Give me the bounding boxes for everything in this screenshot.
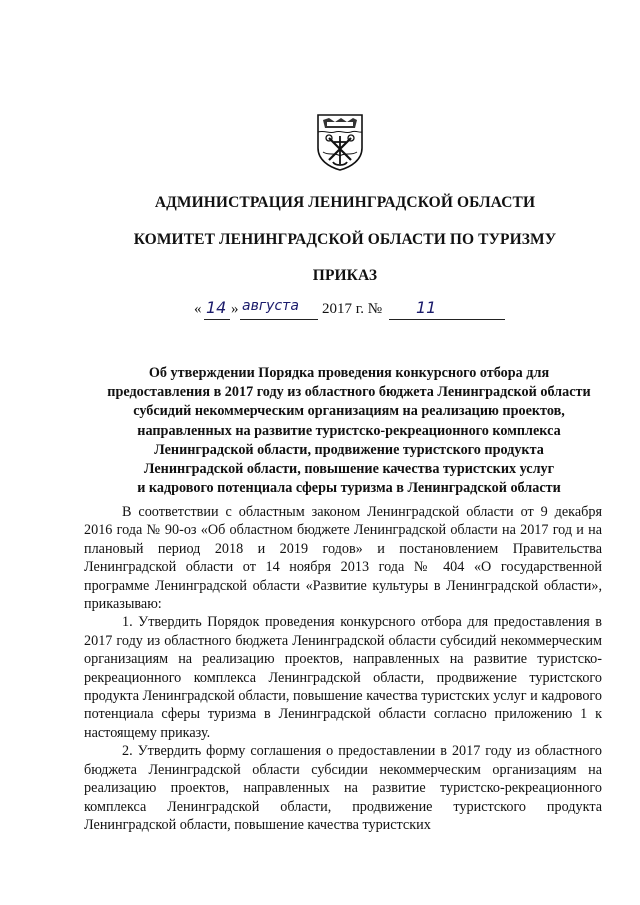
document-type-heading: ПРИКАЗ	[312, 267, 378, 284]
handwritten-number: 11	[416, 298, 437, 317]
title-line: предоставления в 2017 году из областного бюджета Ленинградской области	[107, 384, 591, 401]
title-line: Ленинградской области, продвижение туристского продукта	[154, 441, 544, 458]
title-line: субсидий некоммерческим организациям на реализацию проектов,	[133, 403, 565, 420]
handwritten-day: 14	[206, 298, 227, 317]
number-underline	[389, 301, 505, 320]
handwritten-month: августа	[242, 298, 299, 314]
item-1-paragraph: 1. Утвердить Порядок проведения конкурсного отбора для предоставления в 2017 году из областного бюджета Ленинградской области субсидий некоммерческим организациям на реализацию проектов, направленных на развитие туристско-рекреационного комплекса Ленинградской области, продвижение туристского продукта Ленинградской области, повышение качества туристских услуг и кадрового потенциала сферы туризма в Ленинградской области согласно приложению 1 к настоящему приказу.	[84, 614, 602, 741]
administration-heading: АДМИНИСТРАЦИЯ ЛЕНИНГРАДСКОЙ ОБЛАСТИ	[154, 194, 536, 211]
title-line: Ленинградской области, повышение качества туристских услуг	[143, 461, 555, 478]
date-number-line	[0, 298, 640, 333]
preamble-paragraph: В соответствии с областным законом Ленинградской области от 9 декабря 2016 года № 90-оз «Об областном бюджете Ленинградской области на 2017 год и на плановый период 2018 и 2019 годов» и постановлением Правительства Ленинградской области от 14 ноября 2013 года № 404 «О государственной программе Ленинградской области «Развитие культуры в Ленинградской области», приказываю:	[84, 504, 602, 613]
title-line: Об утверждении Порядка проведения конкурсного отбора для	[148, 365, 550, 381]
committee-heading: КОМИТЕТ ЛЕНИНГРАДСКОЙ ОБЛАСТИ ПО ТУРИЗМУ	[133, 231, 557, 248]
coat-of-arms-icon	[315, 112, 365, 172]
order-body	[84, 503, 602, 834]
year-and-number-label: 2017 г. №	[322, 301, 383, 317]
item-2-paragraph: 2. Утвердить форму соглашения о предоставлении в 2017 году из областного бюджета Ленинградской области субсидии некоммерческим организациям на реализацию проектов, направленных на развитие туристско-рекреационного комплекса Ленинградской области, продвижение туристского продукта Ленинградской области, повышение качества туристских	[84, 743, 602, 833]
title-line: направленных на развитие туристско-рекреационного комплекса	[137, 422, 561, 439]
close-quote: »	[231, 301, 239, 317]
title-line: и кадрового потенциала сферы туризма в Ленинградской области	[137, 480, 561, 497]
order-title	[84, 364, 614, 498]
open-quote: «	[194, 301, 202, 317]
